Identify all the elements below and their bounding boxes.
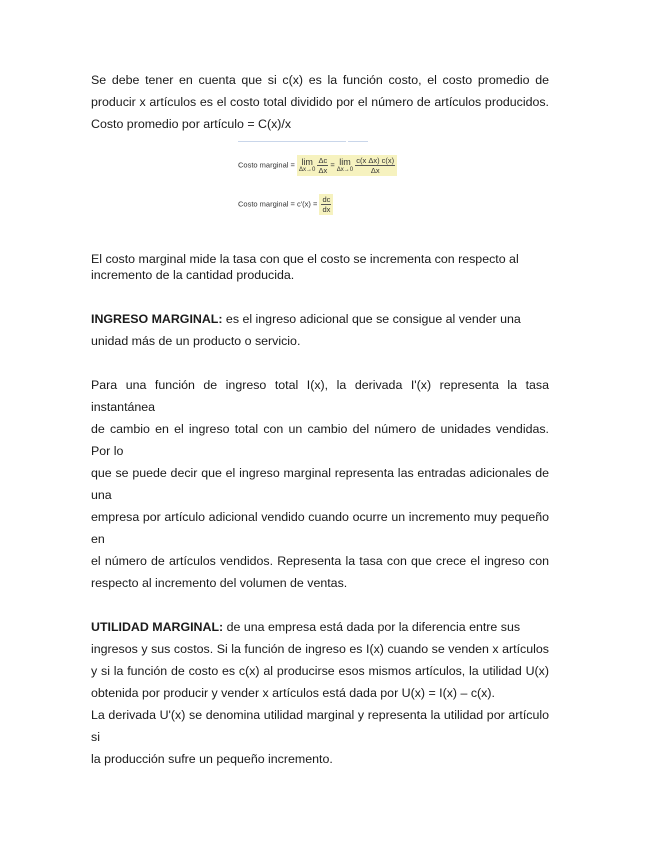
utilidad-line-2: ingresos y sus costos. Si la función de ingreso es I(x) cuando se venden x artículos (91, 642, 549, 656)
ingreso-paragraph-line-9: el número de artículos vendidos. Representa la tasa con que crece el ingreso con (91, 554, 549, 568)
formula-top-rule (348, 141, 368, 142)
utilidad-line-1: de una empresa está dada por la diferencia entre sus (223, 620, 521, 634)
marginal-cost-paragraph (91, 251, 549, 283)
average-cost-definition: Costo promedio por artículo = C(x)/x (91, 117, 292, 131)
utilidad-heading-line (91, 616, 549, 638)
utilidad-marginal-title: UTILIDAD MARGINAL: (91, 620, 224, 634)
utilidad-line-5: La derivada U'(x) se denomina utilidad marginal y representa la utilidad por artículo (91, 708, 549, 722)
derivative-label: Costo marginal = c'(x) = (238, 199, 318, 209)
ingreso-paragraph-line-7: empresa por artículo adicional vendido cuando ocurre un incremento muy pequeño (91, 510, 549, 524)
limit-operator: lim Δx→0 (299, 156, 316, 173)
ingreso-paragraph-line-5: que se puede decir que el ingreso marginal representa las entradas adicionales de (91, 466, 549, 480)
ingreso-paragraph-line-4: Por lo (91, 444, 124, 458)
utilidad-line-4: obtenida por producir y vender x artículos está dada por U(x) = I(x) – c(x). (91, 686, 495, 700)
delta-c-over-delta-x: $\frac{\Delta c}{\Delta x}$ (318, 156, 328, 175)
intro-line-1: Se debe tener en cuenta que si c(x) es la función costo, el costo promedio de (91, 73, 549, 87)
ingreso-marginal-section (91, 308, 549, 594)
utilidad-line-3: y si la función de costo es c(x) al producirse esos mismos artículos, la utilidad U(x) (91, 664, 549, 678)
ingreso-marginal-title: INGRESO MARGINAL: (91, 312, 223, 326)
ingreso-line-2: unidad más de un producto o servicio. (91, 334, 301, 348)
ingreso-paragraph-line-8: en (91, 532, 105, 546)
ingreso-paragraph-line-3: de cambio en el ingreso total con un cambio del número de unidades vendidas. (91, 422, 549, 436)
marginal-cost-line-1: El costo marginal mide la tasa con que el costo se incrementa con respecto al (91, 252, 519, 266)
ingreso-line-1: es el ingreso adicional que se consigue al vender una (222, 312, 521, 326)
formula-top-rule (238, 141, 346, 142)
marginal-cost-label: Costo marginal = (238, 160, 295, 170)
utilidad-marginal-section (91, 616, 549, 770)
ingreso-heading-line (91, 308, 549, 330)
difference-quotient: $\frac{\text{c(x Δx) c(x)}}{\Delta x}$ (356, 156, 395, 175)
utilidad-line-7: la producción sufre un pequeño incremento. (91, 752, 333, 766)
limit-operator: lim Δx→0 (336, 156, 354, 173)
ingreso-paragraph-line-2: instantánea (91, 400, 156, 414)
intro-line-2: producir x artículos es el costo total dividido por el número de artículos producidos. (91, 95, 549, 109)
document-page (91, 69, 549, 770)
limit-formula (238, 155, 397, 176)
marginal-cost-formula (91, 135, 549, 251)
ingreso-paragraph-line-6: una (91, 488, 112, 502)
ingreso-paragraph-line-1: Para una función de ingreso total I(x), la derivada I'(x) representa la tasa (91, 378, 549, 392)
derivative-formula (238, 194, 333, 215)
ingreso-paragraph-line-10: respecto al incremento del volumen de ventas. (91, 576, 348, 590)
dc-over-dx: $\frac{dc}{dx}$ (319, 194, 333, 215)
marginal-cost-line-2: incremento de la cantidad producida. (91, 268, 295, 282)
equals-sign: = (330, 160, 335, 170)
utilidad-line-6: si (91, 730, 100, 744)
